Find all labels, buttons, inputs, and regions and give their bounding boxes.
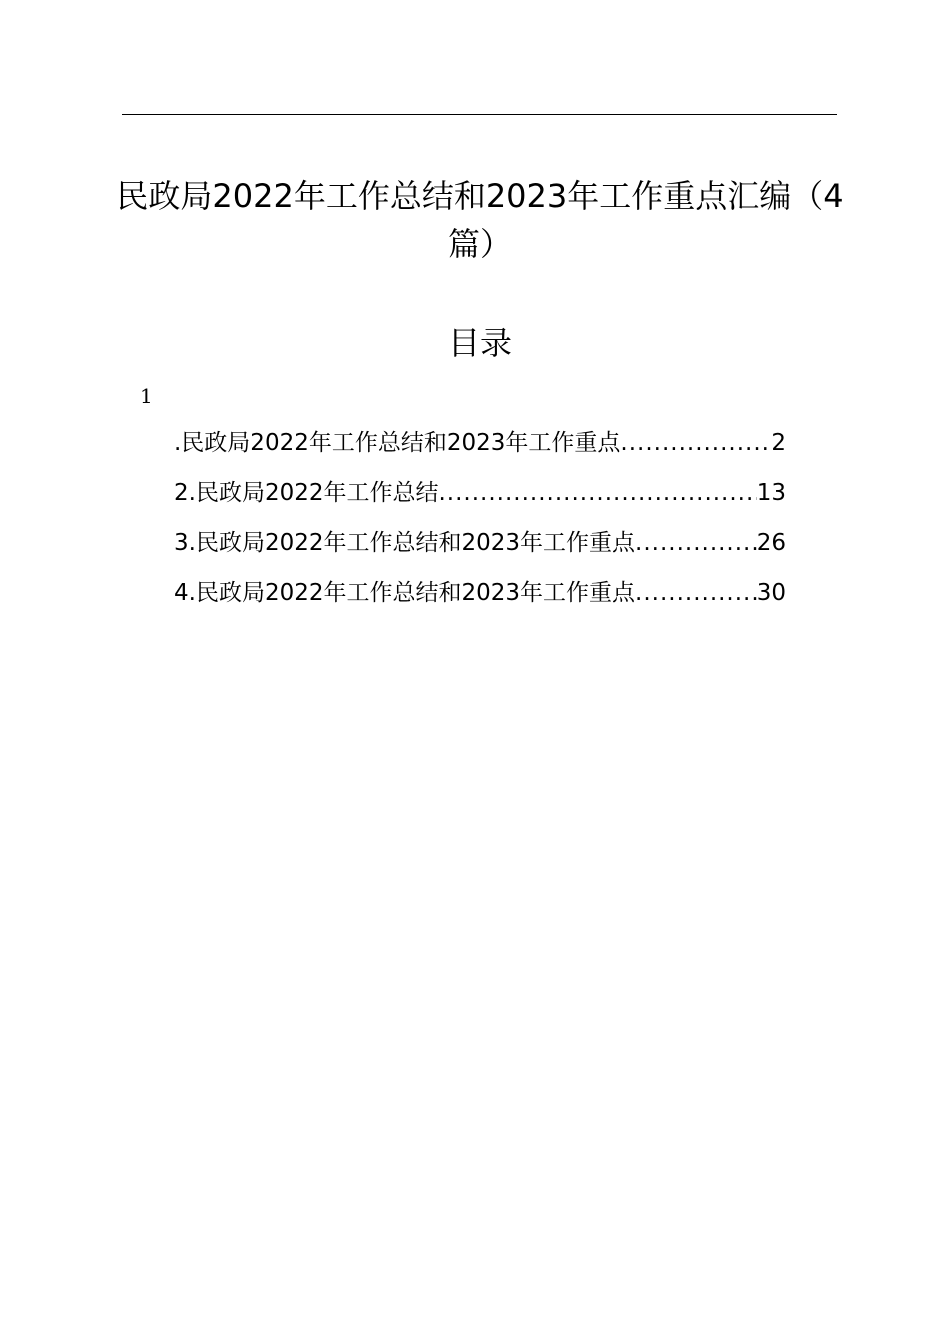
toc-dot-leader [635,523,757,563]
toc-entry-text: .民政局2022年工作总结和2023年工作重点 [174,430,621,456]
toc-page-number: 26 [756,530,786,556]
toc-page-number: 30 [756,580,786,606]
toc-entry-2[interactable] [174,473,786,523]
toc-entry-text: 2.民政局2022年工作总结 [174,480,439,506]
toc-dot-leader [620,423,771,463]
toc-entry-text: 4.民政局2022年工作总结和2023年工作重点 [174,580,636,606]
toc-entry-text: 3.民政局2022年工作总结和2023年工作重点 [174,530,636,556]
toc-entry-1[interactable] [174,423,786,473]
toc-page-number: 13 [756,480,786,506]
table-of-contents [174,423,786,623]
toc-dot-leader [635,573,757,613]
toc-dot-leader [438,473,756,513]
document-title: 民政局2022年工作总结和2023年工作重点汇编（4篇） [116,177,844,263]
toc-entry-4[interactable] [174,573,786,623]
toc-page-number: 2 [771,430,786,456]
header-rule [122,114,837,115]
list-number: 1 [140,384,153,408]
toc-heading: 目录 [447,324,512,362]
toc-entry-3[interactable] [174,523,786,573]
